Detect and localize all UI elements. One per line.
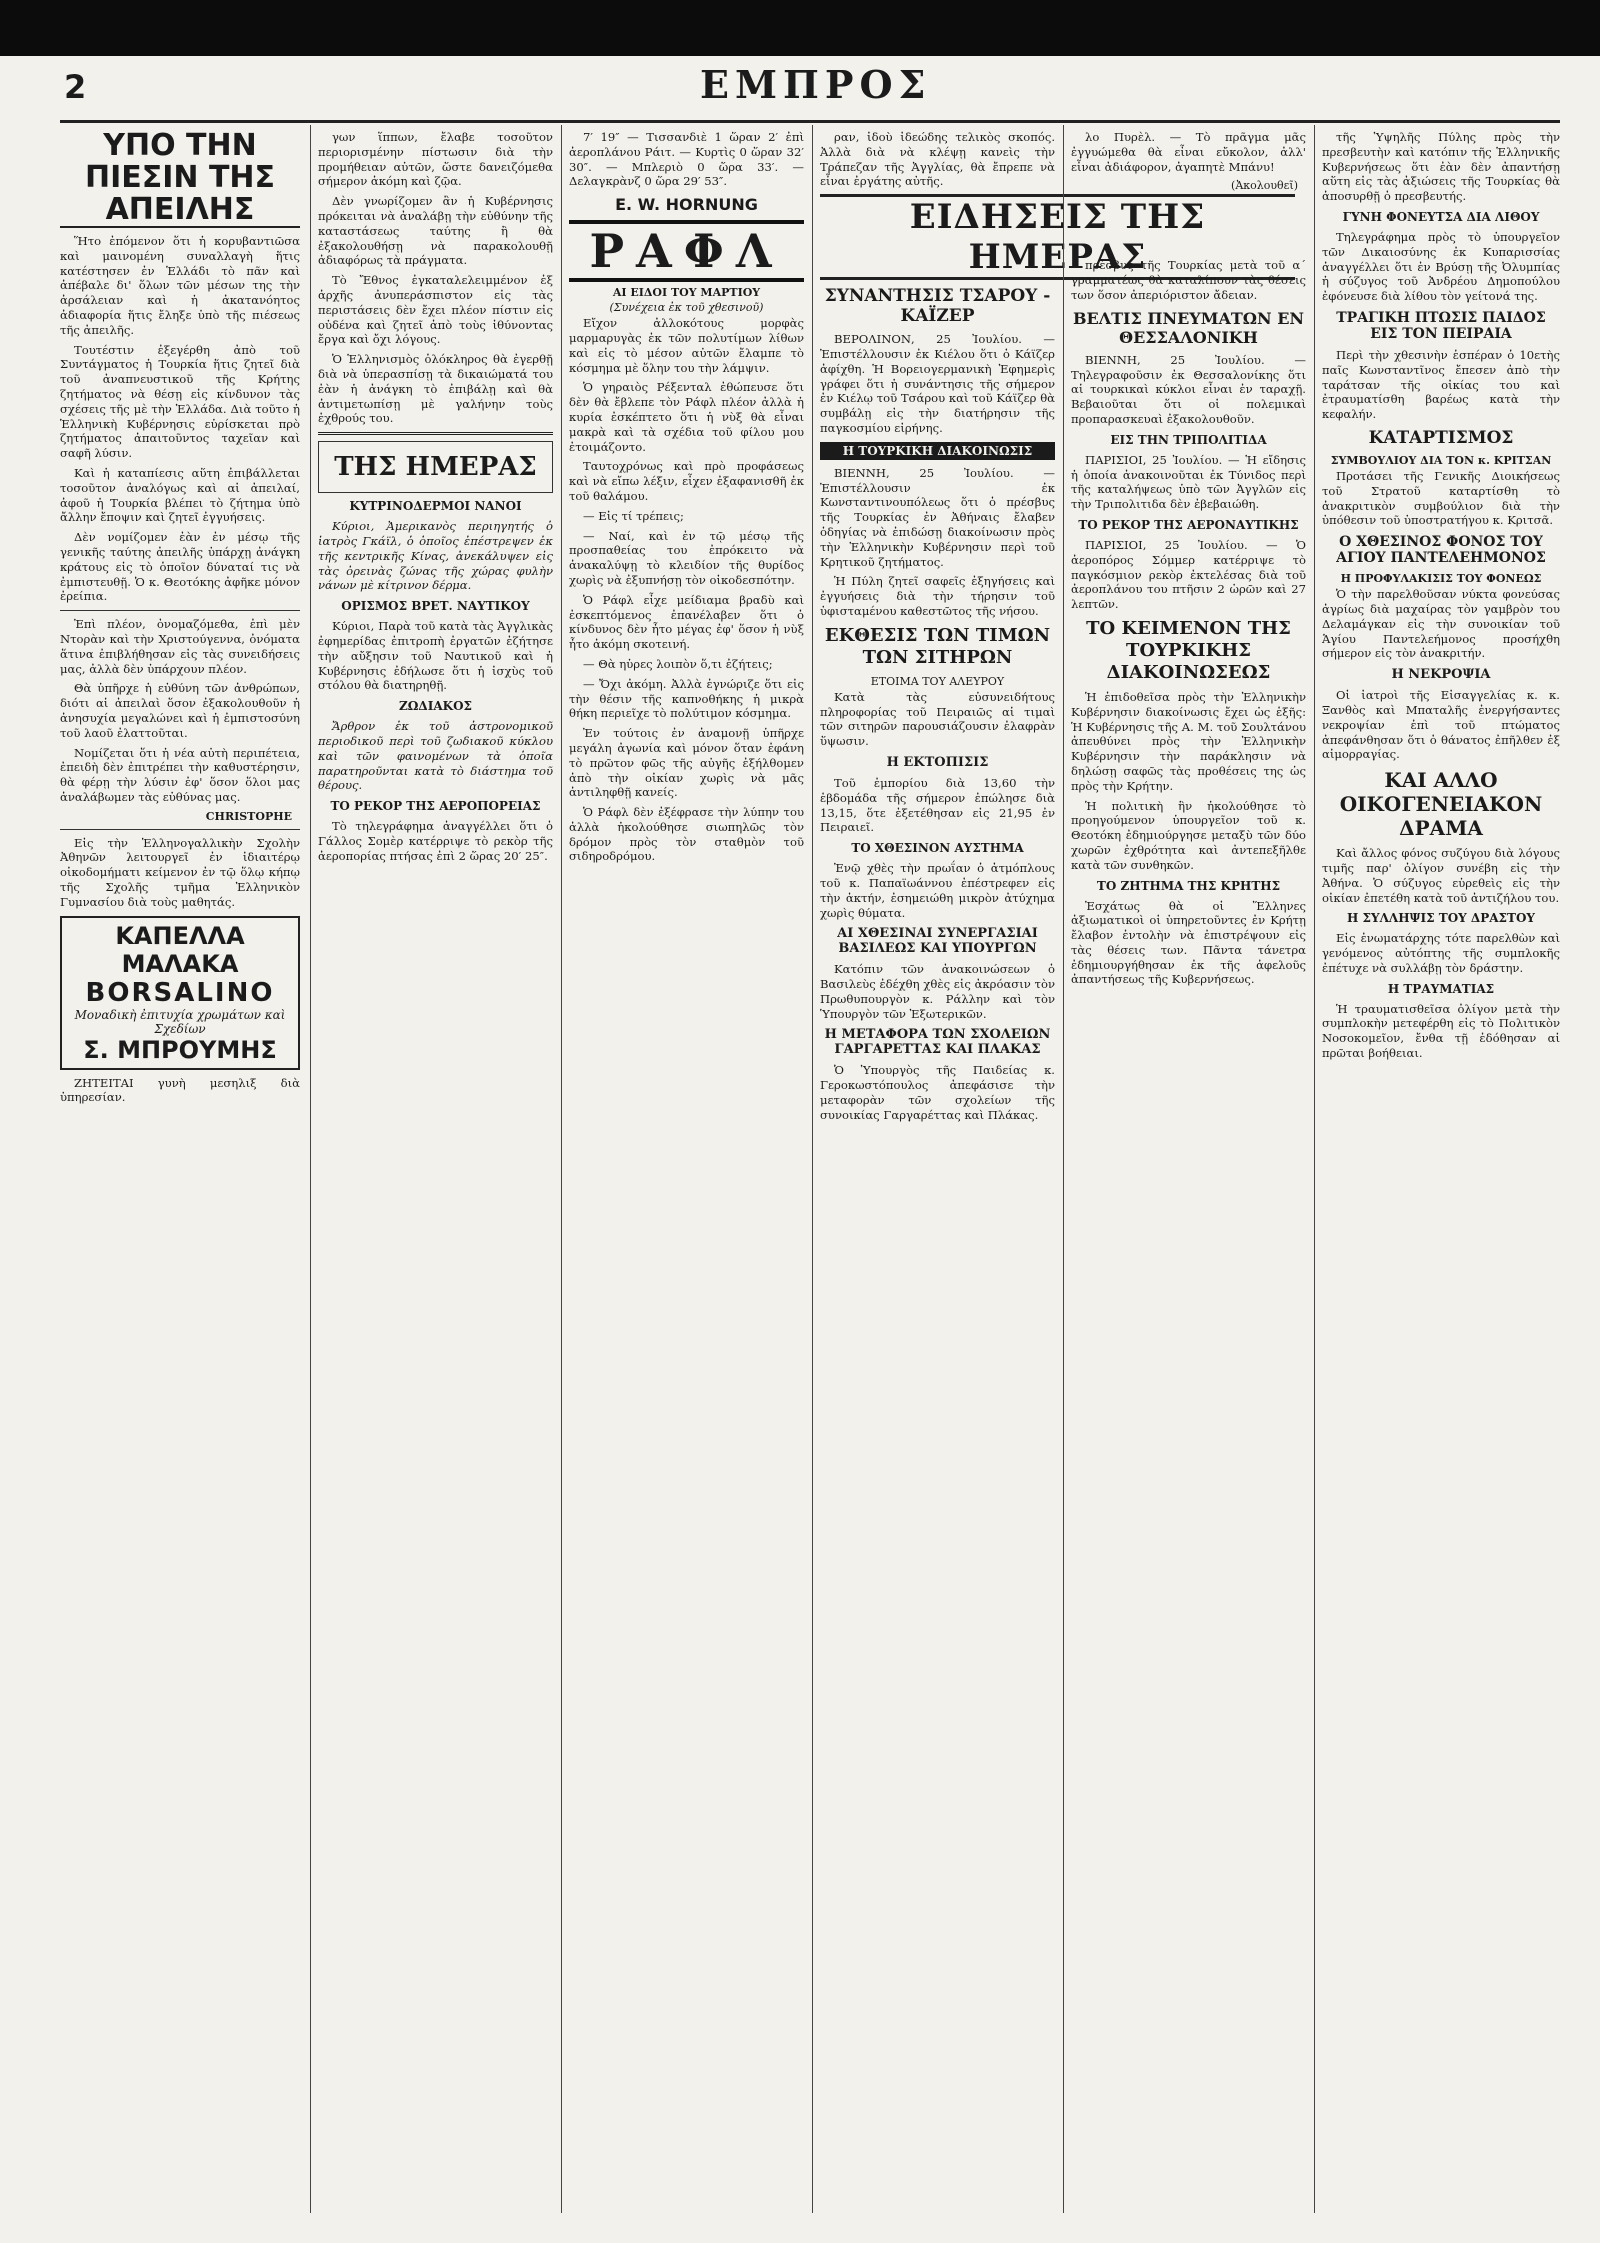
paragraph: Προτάσει τῆς Γενικῆς Διοικήσεως τοῦ Στρατοῦ καταρτίσθη τὸ ἀνακριτικὸν συμβούλιον διὰ τὴν ὑπόθεσιν τοῦ ὑποστρατήγου κ. Κριτσᾶ. <box>1322 468 1560 528</box>
paragraph: ΒΙΕΝΝΗ, 25 Ἰουλίου. — Τηλεγραφοῦσιν ἐκ Θεσσαλονίκης ὅτι αἱ τουρκικαὶ κύκλοι εἶναι ἐν ταραχῇ. Βεβαιοῦται ὅτι οἱ πολεμικαὶ προπαρασκευαὶ ἐξακολουθοῦν. <box>1071 352 1306 426</box>
paragraph: 7′ 19″ — Τισσανδιὲ 1 ὥραν 2′ ἐπὶ ἀεροπλάνου Ράιτ. — Κυρτὶς 0 ὥραν 32′ 30″. — Μπλεριὸ 0 ὥρα 33′. — Δελαγκρὰνζ 0 ὥρα 29′ 53″. <box>569 130 804 189</box>
section-title: ΤΗΣ ΗΜΕΡΑΣ <box>334 452 537 483</box>
news-heading: ΚΑΙ ΑΛΛΟ ΟΙΚΟΓΕΝΕΙΑΚΟΝ ΔΡΑΜΑ <box>1339 768 1543 841</box>
paragraph: Ὁ Ράφλ εἶχε μείδιαμα βραδὺ καὶ ἐσκεπτόμενος ἐπανέλαβεν ὅτι ὁ κίνδυνος δὲν ἦτο μέγας ἐφ' ὅσον ἡ νὺξ ἦτο ἀκόμη σκοτεινή. <box>569 592 804 652</box>
paragraph: Ἐν τούτοις ἐν ἀναμονῇ ὑπῆρχε μεγάλη ἀγωνία καὶ μόνον ὅταν ἐφάνη τὸ πρῶτον φῶς τῆς αὐγῆς ἐξήλθομεν ἀπὸ τὴν οἰκίαν χωρὶς νὰ μᾶς ἀντιληφθῇ κανείς. <box>569 726 804 800</box>
paragraph: Οἱ ἰατροὶ τῆς Εἰσαγγελίας κ. κ. Ξανθὸς καὶ Μπαταλῆς ἐνεργήσαντες νεκροψίαν ἐπὶ τοῦ πτώματος ἀπεφάνθησαν ὅτι ὁ θάνατος ἐπῆλθεν ἐξ αἱμορραγίας. <box>1322 688 1560 762</box>
column-1 <box>60 130 300 2213</box>
column-divider <box>561 125 562 2213</box>
news-heading: Η ΜΕΤΑΦΟΡΑ ΤΩΝ ΣΧΟΛΕΙΩΝ ΓΑΡΓΑΡΕΤΤΑΣ ΚΑΙ ΠΛΑΚΑΣ <box>824 1027 1051 1058</box>
paragraph: Κύριοι, Ἀμερικανὸς περιηγητής ὁ ἰατρὸς Γκάϊλ, ὁ ὁποῖος ἐπέστρεψεν ἐκ τῆς κεντρικῆς Κίνας, ἀνεκάλυψεν εἰς τὰς ὀρεινὰς ζώνας τῆς χώρας φυλὴν νάνων μὲ κίτρινον δέρμα. <box>318 519 553 593</box>
news-heading: ΓΥΝΗ ΦΟΝΕΥΤΣΑ ΔΙΑ ΛΙΘΟΥ <box>1342 209 1540 224</box>
paragraph: Εἰς ἐνωματάρχης τότε παρελθὼν καὶ γενόμενος αὐτόπτης τῆς συμπλοκῆς ἐπέτυχε νὰ συλλάβῃ τὸν δράστην. <box>1322 931 1560 975</box>
author: E. W. HORNUNG <box>615 195 758 215</box>
news-heading: Η ΣΥΛΛΗΨΙΣ ΤΟΥ ΔΡΑΣΤΟΥ <box>1347 911 1535 926</box>
serial-title: ΡΑΦΛ <box>569 220 804 282</box>
paragraph: Περὶ τὴν χθεσινὴν ἑσπέραν ὁ 10ετὴς παῖς Κωνσταντῖνος ἔπεσεν ἀπὸ τὴν ταράτσαν τῆς οἰκίας του καὶ ἐτραυματίσθη βαρέως κατὰ τὴν κεφαλήν. <box>1322 347 1560 422</box>
column-6 <box>1322 130 1560 2213</box>
paragraph: Ὁ Ὑπουργὸς τῆς Παιδείας κ. Γεροκωστόπουλος ἀπεφάσισε τὴν μεταφορὰν τῶν σχολείων τῆς συνοικίας Γαργαρέττας καὶ Πλάκας. <box>820 1063 1055 1122</box>
paragraph: — Θὰ ηὑρες λοιπὸν ὅ,τι ἐζήτεις; <box>583 656 773 671</box>
news-heading: Η ΕΚΤΟΠΙΣΙΣ <box>886 754 989 770</box>
newspaper-title: ΕΜΠΡΟΣ <box>700 62 932 107</box>
paragraph: ΠΑΡΙΣΙΟΙ, 25 Ἰουλίου. — Ὁ ἀεροπόρος Σόμμερ κατέρριψε τὸ παγκόσμιον ρεκὸρ ἐκτελέσας διὰ τοῦ ἀεροπλάνου του πτῆσιν 2 ὡρῶν καὶ 27 λεπτῶν. <box>1071 537 1306 612</box>
divider <box>60 610 300 611</box>
ad-line: Σ. ΜΠΡΟΥΜΗΣ <box>83 1035 277 1064</box>
news-heading: ΤΡΑΓΙΚΗ ΠΤΩΣΙΣ ΠΑΙΔΟΣ ΕΙΣ ΤΟΝ ΠΕΙΡΑΙΑ <box>1336 309 1546 342</box>
paragraph: Ἥτο ἐπόμενον ὅτι ἡ κορυβαντιῶσα καὶ μαινομένη συναλλαγὴ ἥτις κατέστησεν ἐν Ἑλλάδι τὸ πᾶν καὶ ἀπέβαλε δι' ὅλων τῶν μέσων της τὴν ἀρσάλειαν καὶ ἡ ἀκατανόητος ἀδιαφορία ἥτις ἔληξε ὑπὸ τῆς πιέσεως τῆς ἀπειλῆς. <box>60 234 300 337</box>
paragraph: Κατὰ τὰς εὐσυνειδήτους πληροφορίας τοῦ Πειραιῶς αἱ τιμαὶ τῶν σιτηρῶν παρουσιάζουσιν ἐλαφρὰν ὕψωσιν. <box>820 689 1055 749</box>
divider <box>60 829 300 830</box>
column-divider <box>1314 125 1315 2213</box>
paragraph: Ὁ τὴν παρελθοῦσαν νύκτα φονεύσας ἀγρίως διὰ μαχαίρας τὸν γαμβρὸν του Δελαμάγκαν εἰς τὴν συνοικίαν τοῦ Ἁγίου Παντελεήμονος προσήχθη σήμερον εἰς τὸν ἀνακριτήν. <box>1322 587 1560 661</box>
paragraph: Κατόπιν τῶν ἀνακοινώσεων ὁ Βασιλεὺς ἐδέχθη χθὲς εἰς ἀκρόασιν τὸν Πρωθυπουργὸν κ. Ράλλην καὶ τὸν Ὑπουργὸν τῶν Ἐξωτερικῶν. <box>820 962 1055 1021</box>
news-subheading: ΕΤΟΙΜΑ ΤΟΥ ΑΛΕΥΡΟΥ <box>870 674 1005 688</box>
paragraph: Ὁ γηραιὸς Ρέξενταλ ἐθώπευσε ὅτι δὲν θὰ ἔβλεπε τὸν Ράφλ πλέον ἀλλὰ ἡ κυρία ἐσκέπτετο ὅτι ἡ νὺξ θὰ εἶναι μακρὰ καὶ τὰ σχέδια τοῦ φίλου μου ἐτοιμάζοντο. <box>569 380 804 454</box>
paragraph: Δὲν γνωρίζομεν ἂν ἡ Κυβέρνησις πρόκειται νὰ ἀναλάβῃ τὴν εὐθύνην τῆς καταστάσεως ταύτης ἢ θὰ ἐξακολουθήσῃ νὰ παρακολουθῇ ἀδιαφόρως τὰ πράγματα. <box>318 194 553 268</box>
paragraph: — Ναί, καὶ ἐν τῷ μέσῳ τῆς προσπαθείας του ἐπρόκειτο νὰ ἀνακαλύψῃ τὸ κλειδίον τῆς θυρίδος χωρὶς νὰ ἐξυπνήσῃ τὸν οἰκοδεσπότην. <box>569 528 804 587</box>
item-heading: ΖΩΔΙΑΚΟΣ <box>398 699 473 714</box>
divider <box>318 432 553 435</box>
paragraph: Τουτέστιν ἐξεγέρθη ἀπὸ τοῦ Συντάγματος ἡ Τουρκία ἥτις ζητεῖ διὰ τοῦ ἀναπνευστικοῦ τῆς Κρήτης ζητήματος νὰ θέσῃ εἰς κίνδυνον τὰς σχέσεις τῆς μὲ τὴν Ἑλλάδα. Διὰ τοῦτο ἡ Ἑλληνικὴ Κυβέρνησις εὑρίσκεται πρὸ ζητήματος ἀπαιτοῦντος ταχεῖαν καὶ σαφῆ λύσιν. <box>60 342 300 461</box>
paragraph: Ἡ ἐπιδοθεῖσα πρὸς τὴν Ἑλληνικὴν Κυβέρνησιν διακοίνωσις ἔχει ὡς ἑξῆς: Ἡ Κυβέρνησις τῆς Α. Μ. τοῦ Σουλτάνου ἀπευθύνει πρὸς τὴν Ἑλληνικὴν Κυβέρνησιν τὴν παράκλησιν νὰ δηλώσῃ σαφῶς τὰς προθέσεις της ὡς πρὸς τὴν Κρήτην. <box>1071 689 1306 793</box>
paragraph: Εἰς τὴν Ἑλληνογαλλικὴν Σχολὴν Ἀθηνῶν λειτουργεῖ ἐν ἰδιαιτέρῳ οἰκοδομήματι κείμενον ἐν τῷ ὅλῳ κήπῳ τῆς Σχολῆς τμῆμα Ἑλληνικὸν Γυμνασίου διὰ τοὺς μαθητάς. <box>60 835 300 909</box>
paragraph: Ἐνῷ χθὲς τὴν πρωΐαν ὁ ἀτμόπλους τοῦ κ. Παπαϊωάννου ἐπέστρεφεν εἰς τὴν ἀκτήν, ἐσημειώθη μικρὸν ἀτύχημα χωρὶς θύματα. <box>820 861 1055 920</box>
paragraph: Τὸ Ἔθνος ἐγκαταλελειμμένον ἐξ ἀρχῆς ἀνυπεράσπιστον εἰς τὰς περιστάσεις δὲν ἔχει πλέον πίστιν εἰς οὐδένα καὶ ζητεῖ ἀπὸ τοὺς ἰθύνοντας ἔργα καὶ ὄχι λόγους. <box>318 273 553 347</box>
news-heading: Η ΤΡΑΥΜΑΤΙΑΣ <box>1387 981 1495 996</box>
news-heading: ΚΑΤΑΡΤΙΣΜΟΣ <box>1368 427 1514 448</box>
news-heading: Ο ΧΘΕΣΙΝΟΣ ΦΟΝΟΣ ΤΟΥ ΑΓΙΟΥ ΠΑΝΤΕΛΕΗΜΟΝΟΣ <box>1336 534 1546 567</box>
news-heading: ΒΕΛΤΙΣ ΠΝΕΥΜΑΤΩΝ ΕΝ ΘΕΣΣΑΛΟΝΙΚΗ <box>1072 308 1305 347</box>
paragraph: Ἐπὶ πλέον, ὀνομαζόμεθα, ἐπὶ μὲν Ντορὰν καὶ τὴν Χριστούγεννα, ὀνόματα ἅτινα ἐπιβλήθησαν εἰς τὰς συνειδήσεις μας, ἀλλὰ δὲν ὑπάρχουν πλέον. <box>60 617 300 676</box>
news-heading: ΤΟ ΚΕΙΜΕΝΟΝ ΤΗΣ ΤΟΥΡΚΙΚΗΣ ΔΙΑΚΟΙΝΩΣΕΩΣ <box>1086 617 1291 683</box>
column-divider <box>1063 125 1064 2213</box>
paragraph: Νομίζεται ὅτι ἡ νέα αὐτὴ περιπέτεια, ἐπειδὴ δὲν ἐπιτρέπει τὴν καθυστέρησιν, θὰ φέρῃ τὴν λύσιν ἐφ' ὅσον ὅλοι μας ἀναλάβωμεν τὰς εὐθύνας μας. <box>60 745 300 804</box>
paragraph: ΒΙΕΝΝΗ, 25 Ἰουλίου. — Ἐπιστέλλουσιν ἐκ Κωνσταντινουπόλεως ὅτι ὁ πρέσβυς τῆς Τουρκίας ἐν Ἀθήναις ἔλαβεν ὁδηγίας νὰ ἐπιδώσῃ διακοίνωσιν πρὸς τὴν Ἑλληνικὴν Κυβέρνησιν περὶ τοῦ Κρητικοῦ ζητήματος. <box>820 465 1055 569</box>
news-heading: Η ΝΕΚΡΟΨΙΑ <box>1391 667 1491 683</box>
column-3 <box>569 130 804 2213</box>
paragraph: Ἄρθρον ἐκ τοῦ ἀστρονομικοῦ περιοδικοῦ περὶ τοῦ ζωδιακοῦ κύκλου καὶ τῶν φαινομένων τὰ ὁποῖα παρατηροῦνται κατὰ τὸ διάστημα τοῦ θέρους. <box>318 719 553 793</box>
masthead <box>60 60 1560 123</box>
paragraph: Ὁ Ράφλ δὲν ἐξέφρασε τὴν λύπην του ἀλλὰ ἠκολούθησε σιωπηλῶς τὸν δρόμον πρὸς τὸν σταθμὸν τοῦ σιδηροδρόμου. <box>569 805 804 864</box>
paragraph: ΒΕΡΟΛΙΝΟΝ, 25 Ἰουλίου. — Ἐπιστέλλουσιν ἐκ Κιέλου ὅτι ὁ Κάϊζερ ἀφίχθη. Ἡ Βορειογερμανικὴ Ἐφημερὶς γράφει ὅτι ἡ συνάντησις τῆς σήμερον ἐν Κιέλῳ τοῦ Τσάρου καὶ τοῦ Κάϊζερ θὰ συμβάλῃ εἰς τὴν διατήρησιν τῆς παγκοσμίου εἰρήνης. <box>820 332 1055 435</box>
signature: CHRISTOPHE <box>205 809 292 823</box>
paragraph: Δὲν νομίζομεν ἐὰν ἐν μέσῳ τῆς γενικῆς ταύτης ἀπειλῆς ὑπάρχῃ ἀνάγκη κράτους εἰς τὸ ὁποῖον δύναταί τις νὰ ἐμπιστευθῇ. Ὁ κ. Θεοτόκης ἀφῆκε μόνον ἐρείπια. <box>60 530 300 604</box>
continued-note: (Συνέχεια ἐκ τοῦ χθεσινοῦ) <box>609 301 764 315</box>
of-the-day-box <box>318 441 553 493</box>
news-heading: ΕΙΣ ΤΗΝ ΤΡΙΠΟΛΙΤΙΔΑ <box>1110 432 1267 447</box>
item-heading: ΟΡΙΣΜΟΣ ΒΡΕΤ. ΝΑΥΤΙΚΟΥ <box>341 599 530 614</box>
paragraph: Τοῦ ἐμπορίου διὰ 13,60 τὴν ἑβδομάδα τῆς σήμερον ἐπώλησε διὰ 13,15, ὅτε ἐξετέθησαν εἰς 21,95 ἐν Πειραιεῖ. <box>820 775 1055 835</box>
paragraph: Τηλεγράφημα πρὸς τὸ ὑπουργεῖον τῶν Δικαιοσύνης ἐκ Κυπαρισσίας ἀναγγέλλει ὅτι ἐν Βρύσῃ τῆς Ὀλυμπίας ἡ σύζυγος τοῦ Ἀνδρέου Δημοπούλου ἐφόνευσε διὰ λίθου τὸν γείτονά της. <box>1322 229 1560 304</box>
news-heading: ΣΥΝΑΝΤΗΣΙΣ ΤΣΑΡΟΥ - ΚΑΪΖΕΡ <box>824 286 1051 327</box>
paragraph: Ἡ πολιτικὴ ἣν ἠκολούθησε τὸ προηγούμενον ὑπουργεῖον τοῦ κ. Θεοτόκη ἐδημιούργησε μεταξὺ τῶν δύο χωρῶν ἐχθρότητα καὶ ἀντεπεξῆλθε κατὰ τῶν συνθηκῶν. <box>1071 798 1306 872</box>
news-subheading: Η ΠΡΟΦΥΛΑΚΙΣΙΣ ΤΟΥ ΦΟΝΕΩΣ <box>1340 572 1542 586</box>
column-2 <box>318 130 553 2213</box>
paragraph: Κύριοι, Παρὰ τοῦ κατὰ τὰς Ἀγγλικὰς ἐφημερίδας ἐπιτροπὴ ἐργατῶν ἐζήτησε τὴν αὔξησιν τοῦ Ναυτικοῦ καὶ ἡ Κυβέρνησις ἐδήλωσε ὅτι ἡ ἰσχὺς τοῦ στόλου θὰ διατηρηθῇ. <box>318 619 553 693</box>
item-heading: ΚΥΤΡΙΝΟΔΕΡΜΟΙ ΝΑΝΟΙ <box>349 499 522 514</box>
news-heading: ΕΚΘΕΣΙΣ ΤΩΝ ΤΙΜΩΝ ΤΩΝ ΣΙΤΗΡΩΝ <box>824 624 1051 668</box>
paragraph: πρέσβυς τῆς Τουρκίας μετὰ τοῦ α΄ γραμματέως θὰ καταλίπουν τὰς θέσεις των ὅσον ἀπεριόριστον ἄδειαν. <box>1071 258 1306 302</box>
item-heading: ΤΟ ΡΕΚΟΡ ΤΗΣ ΑΕΡΟΠΟΡΕΙΑΣ <box>330 799 541 814</box>
paragraph: — Εἰς τί τρέπεις; <box>583 508 684 523</box>
banner-spacer <box>1071 198 1306 258</box>
paragraph: Τὸ τηλεγράφημα ἀναγγέλλει ὅτι ὁ Γάλλος Σομὲρ κατέρριψε τὸ ρεκὸρ τῆς ἀεροπορίας πτήσας ἐπὶ 2 ὥρας 20′ 25″. <box>318 819 553 863</box>
paragraph: Ταυτοχρόνως καὶ πρὸ προφάσεως καὶ νὰ εἴπω λέξιν, εἶχεν ἐξαφανισθῆ ἐκ τοῦ θαλάμου. <box>569 459 804 503</box>
news-heading: ΤΟ ΧΘΕΣΙΝΟΝ ΑΥΣΤΗΜΑ <box>851 841 1024 856</box>
news-subheading: ΣΥΜΒΟΥΛΙΟΥ ΔΙΑ ΤΟΝ κ. ΚΡΙΤΣΑΝ <box>1330 453 1552 467</box>
top-black-bar <box>0 0 1600 56</box>
news-heading: ΤΟ ΖΗΤΗΜΑ ΤΗΣ ΚΡΗΤΗΣ <box>1096 878 1281 893</box>
serial-subtitle: ΑΙ ΕΙΔΟΙ ΤΟΥ ΜΑΡΤΙΟΥ <box>612 286 761 300</box>
hat-advertisement <box>60 916 300 1070</box>
paragraph: ΖΗΤΕΙΤΑΙ γυνὴ μεσηλιξ διὰ ὑπηρεσίαν. <box>60 1075 300 1105</box>
column-divider <box>310 125 311 2213</box>
ad-line: BORSALINO <box>85 977 275 1008</box>
paragraph: λο Πυρὲλ. — Τὸ πρᾶγμα μᾶς ἐγγυώμεθα θὰ εἶναι εὔκολον, ἀλλ' εἶναι ἀδιάφορον, ἀγαπητὲ Μπάνυ! <box>1071 130 1306 174</box>
news-heading: Η ΤΟΥΡΚΙΚΗ ΔΙΑΚΟΙΝΩΣΙΣ <box>820 442 1055 460</box>
ad-line: ΚΑΠΕΛΛΑ ΜΑΛΑΚΑ <box>115 921 245 978</box>
column-5 <box>1071 130 1306 2213</box>
headline-under-threat: ΥΠΟ ΤΗΝ ΠΙΕΣΙΝ ΤΗΣ ΑΠΕΙΛΗΣ <box>60 130 300 228</box>
paragraph: Ὁ Ἑλληνισμὸς ὁλόκληρος θὰ ἐγερθῇ διὰ νὰ ὑπερασπίσῃ τὰ δικαιώματά του ἐὰν ἡ ἀνάγκη τὸ ἐπιβάλῃ καὶ θὰ ἀντιμετωπίσῃ μὲ γαλήνην τοὺς ἐχθρούς του. <box>318 352 553 426</box>
paragraph: Εἴχον ἀλλοκότους μορφὰς μαρμαρυγὰς ἐκ τῶν πολυτίμων λίθων καὶ εἰς τὸ μέσον αὐτῶν ἔλαμπε τὸ κόσμημα μὲ ὅλην του τὴν λάμψιν. <box>569 316 804 375</box>
paragraph: τῆς Ὑψηλῆς Πύλης πρὸς τὴν πρεσβευτὴν καὶ κατόπιν τῆς Ἑλληνικῆς Κυβερνήσεως ὅτι ἐὰν δὲν ἀπαντήσῃ αὕτη εἰς τὰς ἀξιώσεις τῆς Τουρκίας θὰ ἀποσυρθῇ ὁ πρεσβευτής. <box>1322 130 1560 204</box>
paragraph: — Ὄχι ἀκόμη. Ἀλλὰ ἐγνώριζε ὅτι εἰς τὴν θέσιν τῆς καπνοθήκης ἡ μικρὰ θήκη περιεῖχε τὸ πολύτιμον κόσμημα. <box>569 676 804 721</box>
paragraph: Θὰ ὑπῆρχε ἡ εὐθύνη τῶν ἀνθρώπων, διότι αἱ ἀπειλαὶ ὅσον ἐξακολουθοῦν ἡ ἀνησυχία μεγαλώνει καὶ ἡ ἐμπιστοσύνη τοῦ λαοῦ ἐλαττοῦται. <box>60 681 300 740</box>
news-of-the-day-banner: ΕΙΔΗΣΕΙΣ ΤΗΣ ΗΜΕΡΑΣ <box>820 194 1295 280</box>
news-heading: ΤΟ ΡΕΚΟΡ ΤΗΣ ΑΕΡΟΝΑΥΤΙΚΗΣ <box>1078 517 1299 532</box>
paragraph: γων ἵππων, ἔλαβε τοσοῦτον περιορισμένην πίστωσιν διὰ τὴν προμήθειαν αὐτῶν, ὥστε δανειζόμεθα σήμερον ἀκόμη καὶ ζῷα. <box>318 130 553 189</box>
paragraph: Ἐσχάτως θὰ οἱ Ἕλληνες ἀξιωματικοὶ οἱ ὑπηρετοῦντες ἐν Κρήτῃ ἔλαβον ἐντολὴν νὰ ἐπιστρέψουν εἰς τὰς θέσεις των. Πᾶντα τάνετρα ἐδημιουργήθησαν ἐκ τῆς ἀφελοῦς ἀπαντήσεως τῆς Κυβερνήσεως. <box>1071 898 1306 987</box>
paragraph: ραν, ἰδοὺ ἰδεώδης τελικὸς σκοπός. Ἀλλὰ διὰ νὰ κλέψῃ κανεὶς τὴν Τράπεζαν τῆς Ἀγγλίας, θὰ ἔπρεπε νὰ εἶναι ἐργάτης αὐτῆς. <box>820 130 1055 189</box>
news-heading: ΑΙ ΧΘΕΣΙΝΑΙ ΣΥΝΕΡΓΑΣΙΑΙ ΒΑΣΙΛΕΩΣ ΚΑΙ ΥΠΟΥΡΓΩΝ <box>837 926 1038 957</box>
paragraph: Ἡ Πύλη ζητεῖ σαφεῖς ἐξηγήσεις καὶ ἐγγυήσεις διὰ τὴν τήρησιν τοῦ ὑφισταμένου καθεστῶτος τῆς νήσου. <box>820 574 1055 618</box>
column-divider <box>812 125 813 2213</box>
paragraph: Ἡ τραυματισθεῖσα ὀλίγον μετὰ τὴν συμπλοκὴν μετεφέρθη εἰς τὸ Πολιτικὸν Νοσοκομεῖον, ἔνθα τῇ ἐδόθησαν αἱ πρῶται βοήθειαι. <box>1322 1001 1560 1061</box>
page-number: 2 <box>64 68 87 106</box>
ad-line: Μοναδικὴ ἐπιτυχία χρωμάτων καὶ Σχεδίων <box>74 1007 286 1036</box>
paragraph: Καὶ ἄλλος φόνος συζύγου διὰ λόγους τιμῆς παρ' ὀλίγον συνέβη εἰς τὴν Ἀθήνα. Ὁ σύζυγος εὑρεθεὶς εἰς τὴν οἰκίαν ἐπετέθη κατὰ τοῦ ἀντιζήλου του. <box>1322 846 1560 905</box>
continued-note: (Ἀκολουθεῖ) <box>1231 179 1298 193</box>
paragraph: ΠΑΡΙΣΙΟΙ, 25 Ἰουλίου. — Ἡ εἴδησις ἡ ὁποία ἀνακοινοῦται ἐκ Τύνιδος περὶ τῆς καταλήψεως ὑπὸ τῶν Ἀγγλῶν εἰς τὴν Τριπολιτιδα δὲν ἐβεβαιώθη. <box>1071 452 1306 512</box>
paragraph: Καὶ ἡ καταπίεσις αὕτη ἐπιβάλλεται τοσοῦτον ἀναλόγως καὶ αἱ ἀπειλαί, ἀφοῦ ἡ Τουρκία βλέπει τὸ ζήτημα ὑπὸ ἄλλην ἔποψιν καὶ ζητεῖ ἐγγυήσεις. <box>60 465 300 525</box>
